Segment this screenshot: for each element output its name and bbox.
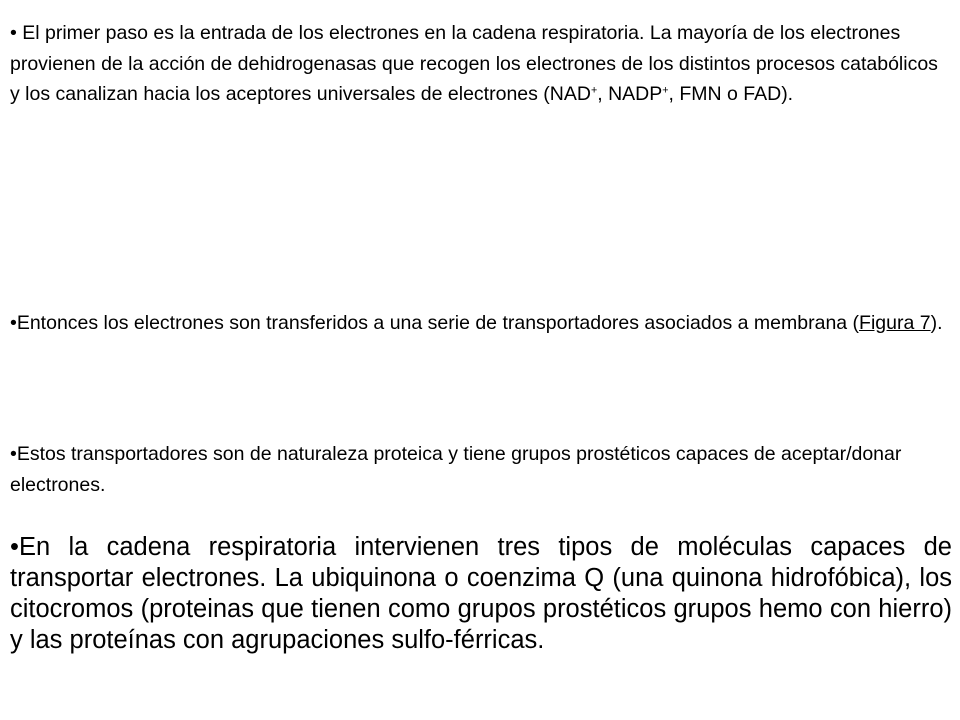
paragraph-protein-nature [10,439,952,500]
paragraph-text: , NADP [597,83,663,105]
paragraph-text: El primer paso es la entrada de los electrones en la cadena respiratoria. La mayoría de los electrones provienen de la acción de dehidrogenasas que recogen los electrones de los distintos procesos catabólicos y los canalizan hacia los aceptores universales de electrones (NAD [10,22,938,105]
bullet: • [10,22,17,44]
paragraph-text: , FMN o FAD). [668,83,794,105]
superscript-plus: + [590,84,598,97]
paragraph-text: En la cadena respiratoria intervienen tres tipos de moléculas capaces de transportar electrones. La ubiquinona o coenzima Q (una quinona hidrofóbica), los citocromos (proteinas que tienen como grupos prostéticos grupos hemo con hierro) y las proteínas con agrupaciones sulfo-férricas. [10,533,952,654]
figure-7-link[interactable]: Figura 7 [859,312,931,334]
paragraph-transporters [10,308,952,339]
bullet: • [10,443,17,465]
paragraph-text: Estos transportadores son de naturaleza proteica y tiene grupos prostéticos capaces de aceptar/donar electrones. [10,443,902,496]
paragraph-electron-entry [10,18,952,110]
paragraph-text: ). [930,312,943,334]
bullet: • [10,312,17,334]
paragraph-text: Entonces los electrones son transferidos a una serie de transportadores asociados a membrana ( [16,312,860,334]
paragraph-molecule-types [10,532,952,656]
superscript-plus: + [662,84,669,97]
bullet: • [10,533,19,561]
